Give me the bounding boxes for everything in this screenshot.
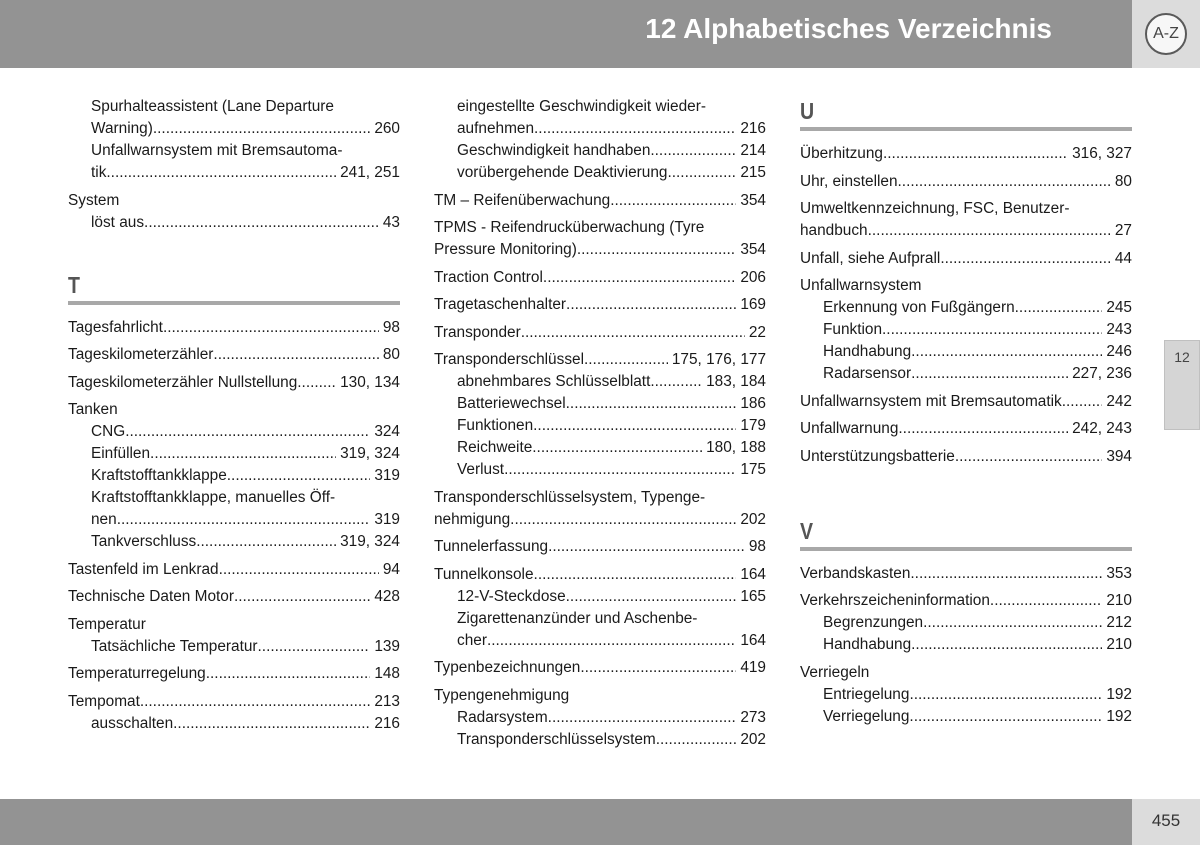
entry-term: Umweltkennzeichnung, FSC, Benutzer-	[800, 200, 1070, 217]
page-reference: 179	[740, 417, 766, 434]
index-subentry	[434, 162, 766, 184]
entry-term: Reichweite	[457, 439, 533, 456]
index-entry	[434, 657, 766, 679]
entries-v	[800, 563, 1132, 728]
dot-leader	[532, 437, 702, 459]
index-entry	[434, 536, 766, 558]
page-reference: 216	[740, 120, 766, 137]
page-reference: 212	[1106, 614, 1132, 631]
index-entry	[800, 590, 1132, 612]
entry-term: Tageskilometerzähler Nullstellung	[68, 373, 298, 391]
chapter-tab-label: 12	[1174, 349, 1190, 365]
index-entry	[434, 349, 766, 371]
page-reference: 192	[1106, 707, 1132, 725]
entry-term: TM – Reifenüberwachung	[434, 191, 611, 209]
index-subentry	[800, 363, 1132, 385]
dot-leader	[898, 418, 1068, 440]
index-entry	[800, 220, 1132, 242]
entry-term: Typengenehmigung	[434, 686, 570, 704]
index-entry	[800, 275, 1132, 297]
az-badge-label: A-Z	[1153, 25, 1179, 42]
page-reference: 22	[748, 323, 766, 341]
dot-leader	[533, 415, 736, 437]
dot-leader	[911, 363, 1068, 385]
page-reference: 44	[1114, 249, 1132, 267]
letter-heading-u	[800, 96, 1132, 131]
entry-term: Temperaturregelung	[68, 665, 206, 682]
index-entry	[68, 317, 400, 339]
page-reference: 164	[740, 565, 766, 583]
entry-term: Verlust	[457, 461, 505, 478]
dot-leader	[106, 162, 336, 184]
entry-term: Tragetaschenhalter	[434, 296, 567, 313]
index-entry	[68, 372, 400, 394]
index-subentry	[800, 634, 1132, 656]
entry-term: Radarsystem	[457, 708, 548, 726]
index-entry	[434, 487, 766, 509]
chapter-tab[interactable]	[1164, 340, 1200, 430]
entry-term: Temperatur	[68, 615, 146, 633]
page-reference: 210	[1106, 592, 1132, 609]
page-reference: 354	[740, 241, 766, 258]
entry-term: Handhabung	[823, 343, 912, 360]
header-tab	[1132, 0, 1200, 68]
dot-leader	[140, 691, 370, 713]
entry-term: Pressure Monitoring)	[434, 241, 577, 258]
entry-term: vorübergehende Deaktivierung	[457, 164, 668, 181]
index-subentry	[434, 437, 766, 459]
dot-leader	[650, 371, 702, 393]
page-reference: 246	[1106, 343, 1132, 360]
index-subentry	[68, 140, 400, 162]
page-reference: 180, 188	[706, 439, 766, 456]
page-reference: 206	[740, 268, 766, 286]
entry-term: Tastenfeld im Lenkrad	[68, 560, 219, 578]
letter-rule	[800, 127, 1132, 131]
index-subentry	[434, 608, 766, 630]
entry-term: Kraftstofftankklappe	[91, 467, 227, 484]
page-reference: 316, 327	[1072, 145, 1132, 162]
dot-leader	[868, 220, 1111, 242]
page-reference: 165	[740, 587, 766, 605]
index-subentry	[434, 393, 766, 415]
page-reference: 210	[1106, 636, 1132, 653]
entry-term: Traction Control	[434, 268, 543, 286]
index-subentry	[434, 140, 766, 162]
dot-leader	[213, 344, 378, 366]
entry-term: Erkennung von Fußgängern	[823, 299, 1015, 316]
index-entry	[434, 217, 766, 239]
page-reference: 213	[374, 692, 400, 710]
page-reference: 353	[1106, 564, 1132, 582]
index-subentry	[68, 212, 400, 234]
dot-leader	[543, 267, 736, 289]
letter-heading-label: V	[800, 517, 814, 544]
page-reference: 324	[374, 423, 400, 440]
index-entry	[68, 691, 400, 713]
index-subentry	[800, 706, 1132, 728]
page-reference: 243	[1106, 321, 1132, 338]
entry-term: Entriegelung	[823, 685, 910, 703]
dot-leader	[487, 630, 736, 652]
entry-term: aufnehmen	[457, 120, 535, 137]
index-column-3	[800, 96, 1132, 728]
dot-leader	[909, 684, 1102, 706]
entry-term: nen	[91, 511, 117, 528]
dot-leader	[548, 707, 737, 729]
entry-term: Überhitzung	[800, 145, 883, 162]
entry-term: Transponderschlüsselsystem	[457, 730, 656, 748]
page-reference: 139	[374, 637, 400, 655]
page-reference: 169	[740, 296, 766, 313]
dot-leader	[610, 190, 736, 212]
index-subentry	[800, 297, 1132, 319]
index-subentry	[68, 509, 400, 531]
index-subentry	[434, 96, 766, 118]
index-entry	[800, 446, 1132, 468]
dot-leader	[940, 248, 1111, 270]
page-reference: 27	[1114, 222, 1132, 239]
entry-term: Einfüllen	[91, 445, 151, 462]
dot-leader	[125, 421, 370, 443]
entry-term: Transponderschlüssel	[434, 351, 584, 368]
page-reference: 428	[374, 588, 400, 605]
dot-leader	[580, 657, 736, 679]
index-subentry	[800, 612, 1132, 634]
dot-leader	[910, 563, 1102, 585]
page-reference: 130, 134	[340, 373, 400, 391]
dot-leader	[173, 713, 370, 735]
page-reference: 319, 324	[340, 445, 400, 462]
index-subentry	[800, 684, 1132, 706]
dot-leader	[521, 322, 745, 344]
dot-leader	[1015, 297, 1103, 319]
entry-term: eingestellte Geschwindigkeit wieder-	[457, 98, 706, 115]
index-subentry	[434, 729, 766, 751]
index-subentry	[800, 319, 1132, 341]
page-reference: 80	[382, 346, 400, 363]
page-reference: 319	[374, 467, 400, 484]
entry-term: Tunnelkonsole	[434, 565, 534, 583]
dot-leader	[504, 459, 736, 481]
dot-leader	[258, 636, 371, 658]
entries-t	[68, 317, 400, 735]
dot-leader	[955, 446, 1102, 468]
dot-leader	[534, 564, 737, 586]
index-entry	[434, 267, 766, 289]
page-reference: 98	[748, 538, 766, 555]
index-column-1	[68, 96, 400, 735]
index-entry	[434, 190, 766, 212]
page-reference: 394	[1106, 447, 1132, 465]
dot-leader	[911, 341, 1102, 363]
page-reference: 215	[740, 164, 766, 181]
index-entry	[434, 564, 766, 586]
entry-term: Typenbezeichnungen	[434, 659, 581, 676]
entry-term: Verriegeln	[800, 663, 870, 681]
index-entry	[68, 663, 400, 685]
index-subentry	[68, 421, 400, 443]
entry-term: Unfallwarnsystem	[800, 277, 922, 294]
entries-u	[800, 143, 1132, 468]
index-entry	[68, 190, 400, 212]
entry-term: Transponderschlüsselsystem, Typenge-	[434, 488, 706, 506]
index-subentry	[68, 162, 400, 184]
dot-leader	[898, 171, 1111, 193]
index-entry	[68, 614, 400, 636]
entry-term: ausschalten	[91, 714, 174, 732]
page-reference: 186	[740, 395, 766, 412]
dot-leader	[923, 612, 1102, 634]
index-subentry	[434, 630, 766, 652]
index-entry	[434, 685, 766, 707]
page-reference: 202	[740, 510, 766, 528]
dot-leader	[234, 586, 370, 608]
entry-term: Tageskilometerzähler	[68, 346, 214, 363]
entry-term: Uhr, einstellen	[800, 172, 898, 190]
entry-term: Tunnelerfassung	[434, 538, 549, 555]
dot-leader	[990, 590, 1102, 612]
entry-term: TPMS - Reifendrucküberwachung (Tyre	[434, 219, 705, 236]
page-reference: 175	[740, 461, 766, 478]
page-reference: 260	[374, 120, 400, 137]
entry-term: CNG	[91, 423, 126, 440]
page-reference: 175, 176, 177	[671, 351, 766, 368]
index-entry	[800, 418, 1132, 440]
entry-term: Funktion	[823, 321, 883, 338]
entry-term: Kraftstofftankklappe, manuelles Öff-	[91, 489, 336, 506]
entry-term: Tanken	[68, 401, 118, 418]
dot-leader	[650, 140, 736, 162]
dot-leader	[911, 634, 1102, 656]
entry-term: nehmigung	[434, 510, 511, 528]
entry-term: Tatsächliche Temperatur	[91, 637, 258, 655]
entries-t-continued	[434, 96, 766, 751]
page-reference: 354	[740, 191, 766, 209]
entry-term: Batteriewechsel	[457, 395, 566, 412]
dot-leader	[566, 294, 736, 316]
page-reference: 214	[740, 142, 766, 159]
dot-leader	[566, 586, 737, 608]
entry-term: Unterstützungsbatterie	[800, 447, 955, 465]
page-reference: 241, 251	[340, 164, 400, 181]
index-subentry	[434, 118, 766, 140]
index-subentry	[68, 531, 400, 553]
index-entry	[434, 294, 766, 316]
dot-leader	[206, 663, 371, 685]
page-reference: 80	[1114, 172, 1132, 190]
entry-term: tik	[91, 164, 107, 181]
page-reference: 242	[1106, 392, 1132, 410]
dot-leader	[297, 372, 336, 394]
entry-term: Warning)	[91, 120, 153, 137]
entry-term: System	[68, 191, 120, 209]
page-reference: 192	[1106, 685, 1132, 703]
entry-term: Geschwindigkeit handhaben	[457, 142, 651, 159]
index-entry	[68, 586, 400, 608]
index-entry	[434, 509, 766, 531]
page-reference: 98	[382, 318, 400, 336]
page-reference: 319	[374, 511, 400, 528]
az-index-icon	[1145, 13, 1187, 55]
letter-heading-label: T	[68, 271, 80, 298]
index-subentry	[434, 707, 766, 729]
chapter-title: 12 Alphabetisches Verzeichnis	[645, 13, 1052, 44]
dot-leader	[584, 349, 668, 371]
index-subentry	[68, 96, 400, 118]
index-column-2	[434, 96, 766, 751]
index-subentry	[800, 341, 1132, 363]
carryover-entries	[68, 96, 400, 234]
entry-term: Tankverschluss	[91, 533, 197, 550]
dot-leader	[1062, 391, 1103, 413]
entry-term: Technische Daten Motor	[68, 588, 234, 605]
index-subentry	[434, 586, 766, 608]
index-entry	[800, 198, 1132, 220]
dot-leader	[577, 239, 736, 261]
dot-leader	[219, 559, 379, 581]
entry-term: Unfallwarnung	[800, 420, 899, 437]
dot-leader	[548, 536, 745, 558]
page-reference: 227, 236	[1072, 365, 1132, 382]
index-entry	[68, 344, 400, 366]
entry-term: Verbandskasten	[800, 564, 911, 582]
entry-term: handbuch	[800, 222, 868, 239]
footer-band	[0, 799, 1132, 845]
dot-leader	[909, 706, 1102, 728]
entry-term: Spurhalteassistent (Lane Departure	[91, 98, 334, 115]
index-entry	[800, 143, 1132, 165]
entry-term: cher	[457, 631, 487, 649]
index-subentry	[68, 465, 400, 487]
dot-leader	[150, 443, 336, 465]
dot-leader	[882, 319, 1102, 341]
page-reference: 242, 243	[1072, 420, 1132, 437]
entry-term: Transponder	[434, 323, 521, 341]
entry-term: Tagesfahrlicht	[68, 318, 163, 336]
header-band	[0, 0, 1132, 68]
letter-heading-label: U	[800, 98, 815, 124]
index-entry	[434, 239, 766, 261]
entry-term: Unfallwarnsystem mit Bremsautoma-	[91, 142, 343, 159]
index-subentry	[68, 118, 400, 140]
entry-term: Verriegelung	[823, 707, 910, 725]
dot-leader	[656, 729, 737, 751]
page-reference: 419	[740, 659, 766, 676]
entry-term: Begrenzungen	[823, 614, 924, 631]
index-subentry	[434, 459, 766, 481]
index-subentry	[434, 415, 766, 437]
page-reference: 94	[382, 560, 400, 578]
entry-term: Unfall, siehe Aufprall	[800, 249, 941, 267]
entry-term: Tempomat	[68, 692, 140, 710]
page-reference: 245	[1106, 299, 1132, 316]
entry-term: Unfallwarnsystem mit Bremsautomatik	[800, 392, 1062, 410]
dot-leader	[510, 509, 736, 531]
page-number: 455	[1132, 799, 1200, 845]
entry-term: Funktionen	[457, 417, 534, 434]
entry-term: Zigarettenanzünder und Aschenbe-	[457, 609, 698, 627]
index-subentry	[68, 443, 400, 465]
index-entry	[68, 559, 400, 581]
dot-leader	[534, 118, 736, 140]
page-reference: 319, 324	[340, 533, 400, 550]
letter-rule	[68, 301, 400, 305]
letter-rule	[800, 547, 1132, 551]
page-reference: 216	[374, 714, 400, 732]
index-entry	[68, 399, 400, 421]
index-subentry	[434, 371, 766, 393]
index-entry	[800, 248, 1132, 270]
dot-leader	[227, 465, 371, 487]
dot-leader	[117, 509, 371, 531]
dot-leader	[883, 143, 1068, 165]
index-subentry	[68, 636, 400, 658]
page-reference: 183, 184	[706, 373, 766, 390]
dot-leader	[196, 531, 336, 553]
letter-heading-v	[800, 516, 1132, 551]
index-entry	[434, 322, 766, 344]
entry-term: löst aus	[91, 213, 145, 231]
dot-leader	[144, 212, 379, 234]
dot-leader	[667, 162, 736, 184]
index-subentry	[68, 487, 400, 509]
dot-leader	[163, 317, 379, 339]
entry-term: Radarsensor	[823, 365, 912, 382]
index-subentry	[68, 713, 400, 735]
page-reference: 273	[740, 708, 766, 726]
page-reference: 164	[740, 631, 766, 649]
index-entry	[800, 171, 1132, 193]
page-reference: 202	[740, 730, 766, 748]
index-entry	[800, 391, 1132, 413]
entry-term: Handhabung	[823, 636, 912, 653]
index-entry	[800, 563, 1132, 585]
page-reference: 148	[374, 665, 400, 682]
dot-leader	[153, 118, 370, 140]
entry-term: abnehmbares Schlüsselblatt	[457, 373, 651, 390]
entry-term: 12-V-Steckdose	[457, 587, 566, 605]
letter-heading-t	[68, 270, 400, 305]
dot-leader	[566, 393, 737, 415]
entry-term: Verkehrszeicheninformation	[800, 592, 990, 609]
page-reference: 43	[382, 213, 400, 231]
index-entry	[800, 662, 1132, 684]
